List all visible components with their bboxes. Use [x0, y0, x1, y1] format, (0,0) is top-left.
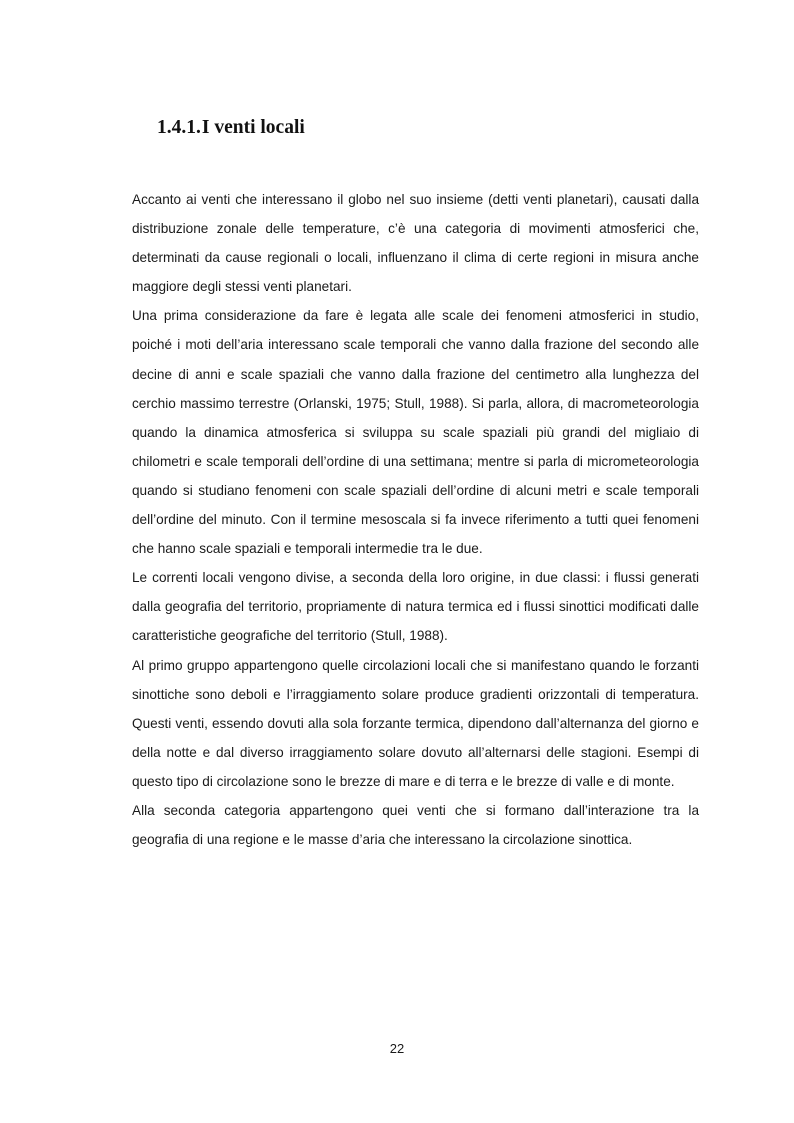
paragraph: Accanto ai venti che interessano il globo nel suo insieme (detti venti planetari), causati dalla distribuzione zonale delle temperature, c’è una categoria di movimenti atmosferici che, determinati da cause regionali o locali, influenzano il clima di certe regioni in misura anche maggiore degli stessi venti planetari. — [132, 192, 699, 295]
body-text — [132, 185, 699, 854]
paragraph: Alla seconda categoria appartengono quei venti che si formano dall’interazione tra la geografia di una regione e le masse d’aria che interessano la circolazione sinottica. — [132, 802, 699, 848]
section-title: I venti locali — [201, 117, 305, 138]
page-number: 22 — [389, 1041, 405, 1056]
paragraph: Una prima considerazione da fare è legata alle scale dei fenomeni atmosferici in studio, poiché i moti dell’aria interessano scale temporali che vanno dalla frazione del secondo alle decine di anni e scale spaziali che vanno dalla frazione del centimetro alla lunghezza del cerchio massimo terrestre (Orlanski, 1975; Stull, 1988). Si parla, allora, di macrometeorologia quando la dinamica atmosferica si sviluppa su scale spaziali più grandi del migliaio di chilometri e scale temporali dell’ordine di una settimana; mentre si parla di micrometeorologia quando si studiano fenomeni con scale spaziali dell’ordine di alcuni metri e scale temporali dell’ordine del minuto. Con il termine mesoscala si fa invece riferimento a tutti quei fenomeni che hanno scale spaziali e temporali intermedie tra le due. — [132, 308, 699, 557]
paragraph: Al primo gruppo appartengono quelle circolazioni locali che si manifestano quando le forzanti sinottiche sono deboli e l’irraggiamento solare produce gradienti orizzontali di temperatura. Questi venti, essendo dovuti alla sola forzante termica, dipendono dall’alternanza del giorno e della notte e dal diverso irraggiamento solare dovuto all’alternarsi delle stagioni. Esempi di questo tipo di circolazione sono le brezze di mare e di terra e le brezze di valle e di monte. — [132, 657, 699, 789]
section-heading — [157, 115, 305, 141]
paragraph: Le correnti locali vengono divise, a seconda della loro origine, in due classi: i flussi generati dalla geografia del territorio, propriamente di natura termica ed i flussi sinottici modificati dalle caratteristiche geografiche del territorio (Stull, 1988). — [132, 570, 699, 644]
section-number: 1.4.1. — [157, 117, 201, 138]
